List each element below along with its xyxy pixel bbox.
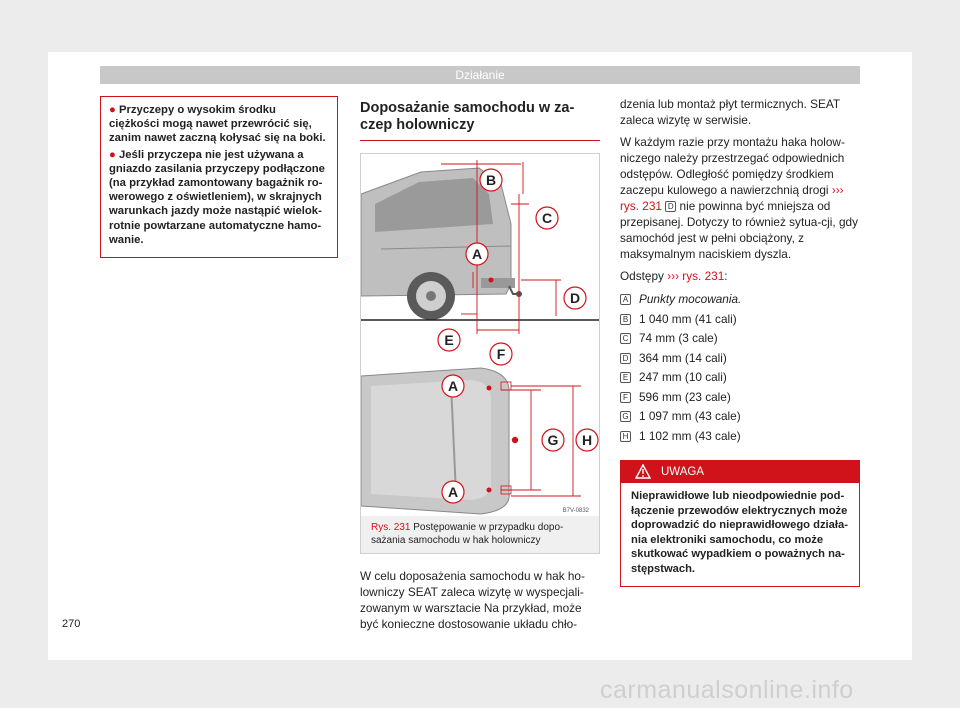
- label-g: [542, 429, 564, 451]
- spec-row: [620, 290, 860, 310]
- warning-item: [109, 103, 329, 146]
- uwaga-title: UWAGA: [661, 466, 705, 478]
- page-number: 270: [62, 618, 81, 630]
- spec-value: 1 097 mm (43 cale): [639, 409, 741, 423]
- badge-d: D: [665, 201, 676, 212]
- column-left: [100, 96, 338, 258]
- bullet-icon: ●: [109, 104, 116, 116]
- figure-image: [361, 154, 599, 516]
- ref-arrow: ›››: [831, 183, 844, 197]
- label-b-text: B: [485, 172, 497, 188]
- spec-badge: C: [620, 333, 631, 344]
- label-c-text: C: [541, 210, 553, 226]
- warning-triangle-icon: [635, 464, 651, 479]
- spec-badge: G: [620, 411, 631, 422]
- label-d: [564, 287, 586, 309]
- label-g-text: G: [547, 432, 559, 448]
- distances-colon: :: [724, 269, 728, 283]
- spec-row: [620, 329, 860, 349]
- figure-caption: [361, 516, 599, 553]
- label-a-top2-text: A: [447, 484, 459, 500]
- label-a-top1-text: A: [447, 378, 459, 394]
- label-a-side: [466, 243, 488, 265]
- label-h-text: H: [581, 432, 593, 448]
- column-right: [620, 96, 860, 587]
- paragraph-2-text: W każdym razie przy montażu haka holow-niczego należy przestrzegać odpowiednich odstępów. Odległość pomiędzy środkiem zaczepu kulowego a nawierzchnią drogi: [620, 135, 845, 197]
- label-f: [490, 343, 512, 365]
- warning-text: Jeśli przyczepa nie jest używana a gniazdo zasilania przyczepy podłączone (na przykład zamontowany bagażnik ro-werowego z oświetleniem), w skrajnych warunkach jazdy może nastąpić wielok-rotnie powtarzane automatyczne hamo-wanie.: [109, 148, 325, 246]
- car-top-view: [361, 368, 518, 514]
- label-f-text: F: [496, 346, 506, 362]
- warning-text: Przyczepy o wysokim środku ciężkości mogą nawet przewrócić się, zanim nawet zaczną kołysać się na boki.: [109, 104, 326, 145]
- section-title: Doposażanie samochodu w za-czep holowniczy: [360, 100, 600, 141]
- label-d-text: D: [569, 290, 581, 306]
- watermark: carmanualsonline.info: [600, 676, 854, 704]
- spec-value: 1 040 mm (41 cali): [639, 311, 737, 326]
- spec-badge: F: [620, 392, 631, 403]
- label-a-top1: [442, 375, 464, 397]
- car-side-view: [361, 168, 522, 320]
- spec-value: 596 mm (23 cale): [639, 389, 731, 404]
- spec-value: Punkty mocowania.: [639, 292, 742, 306]
- label-c: [536, 207, 558, 229]
- paragraph-2-tail: nie powinna być mniejsza od przepisanej. Dotyczy to również sytua-cji, gdy samochód jest w pełni obciążony, z maksymalnym naciskiem dyszla.: [620, 199, 858, 261]
- distances-heading: [620, 268, 860, 284]
- page-header: Działanie: [100, 66, 860, 84]
- spec-badge: H: [620, 431, 631, 442]
- distances-label: Odstępy: [620, 269, 664, 283]
- spec-value: 364 mm (14 cali): [639, 350, 727, 365]
- bullet-icon: ●: [109, 148, 116, 161]
- towbar-diagram: [361, 154, 599, 516]
- figure-link[interactable]: rys. 231: [682, 269, 725, 283]
- figure-caption-text: Postępowanie w przypadku dopo-sażania samochodu w hak holowniczy: [371, 522, 564, 546]
- figure-link[interactable]: rys. 231: [620, 199, 662, 213]
- warning-box-continued: [100, 96, 338, 258]
- label-h: [576, 429, 598, 451]
- spec-row: [620, 388, 860, 408]
- spec-badge: E: [620, 372, 631, 383]
- spec-value: 247 mm (10 cali): [639, 370, 727, 384]
- spec-row: [620, 349, 860, 369]
- uwaga-box: [620, 460, 860, 587]
- spec-badge: A: [620, 294, 631, 305]
- spec-value: 74 mm (3 cale): [639, 331, 718, 345]
- label-b: [480, 169, 502, 191]
- spec-badge: D: [620, 353, 631, 364]
- spec-row: [620, 407, 860, 427]
- figure: [360, 153, 600, 554]
- ref-arrow: ›››: [667, 269, 680, 283]
- paragraph-2: [620, 134, 860, 262]
- spec-value: 1 102 mm (43 cale): [639, 428, 741, 443]
- column-middle: [360, 96, 600, 632]
- warning-item: [109, 148, 329, 247]
- uwaga-text: Nieprawidłowe lub nieodpowiednie pod-łączenie przewodów elektrycznych może doprowadzić do nieprawidłowego działa-nia elektroniki samochodu, co może skutkować wypadkiem o poważnych na-stępstwach.: [631, 490, 848, 575]
- spec-badge: B: [620, 314, 631, 325]
- label-e: [438, 329, 460, 351]
- label-a-side-text: A: [471, 246, 483, 262]
- label-a-top2: [442, 481, 464, 503]
- label-e-text: E: [444, 332, 454, 348]
- spec-row: [620, 310, 860, 330]
- paragraph-1: dzenia lub montaż płyt termicznych. SEAT zaleca wizytę w serwisie.: [620, 97, 840, 127]
- figure-ref: Rys. 231: [371, 522, 411, 533]
- spec-row: [620, 368, 860, 388]
- uwaga-header: [621, 461, 859, 483]
- spec-list: [620, 290, 860, 446]
- figure-code: B7V-0832: [562, 508, 589, 514]
- intro-paragraph: W celu doposażenia samochodu w hak ho-lowniczy SEAT zaleca wizytę w wyspecjali-zowanym w warsztacie Na przykład, może być konieczne dostosowanie układu chło-: [360, 569, 585, 631]
- spec-row: [620, 427, 860, 447]
